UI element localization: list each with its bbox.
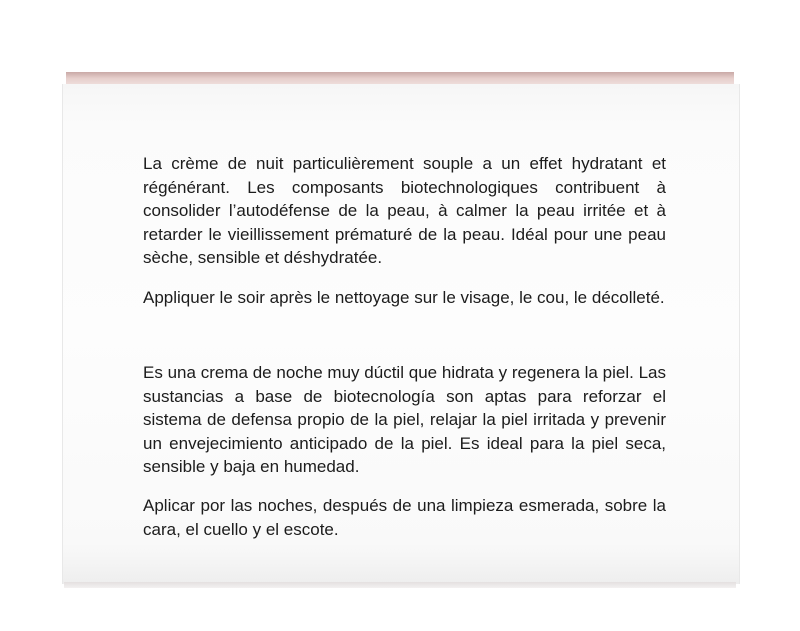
french-usage-block — [143, 286, 666, 310]
spanish-description-text: Es una crema de noche muy dúctil que hidrata y regenera la piel. Las sustancias a base de biotecnología son aptas para reforzar el sistema de defensa propio de la piel, relajar la piel irritada y prevenir un envejecimiento anticipado de la piel. Es ideal para la piel seca, sensible y baja en humedad. — [143, 363, 666, 476]
french-description-block — [143, 152, 666, 270]
french-description-text: La crème de nuit particulièrement souple a un effet hydratant et régénérant. Les composants biotechnologiques contribuent à consolider l’autodéfense de la peau, à calmer la peau irritée et à retarder le vieillissement prématuré de la peau. Idéal pour une peau sèche, sensible et déshydratée. — [143, 154, 666, 267]
spanish-description-block — [143, 361, 666, 479]
french-usage-text: Appliquer le soir après le nettoyage sur le visage, le cou, le décolleté. — [143, 288, 665, 307]
spanish-usage-block — [143, 494, 666, 541]
box-bottom-edge — [64, 582, 736, 588]
spanish-usage-text: Aplicar por las noches, después de una limpieza esmerada, sobre la cara, el cuello y el escote. — [143, 496, 666, 539]
